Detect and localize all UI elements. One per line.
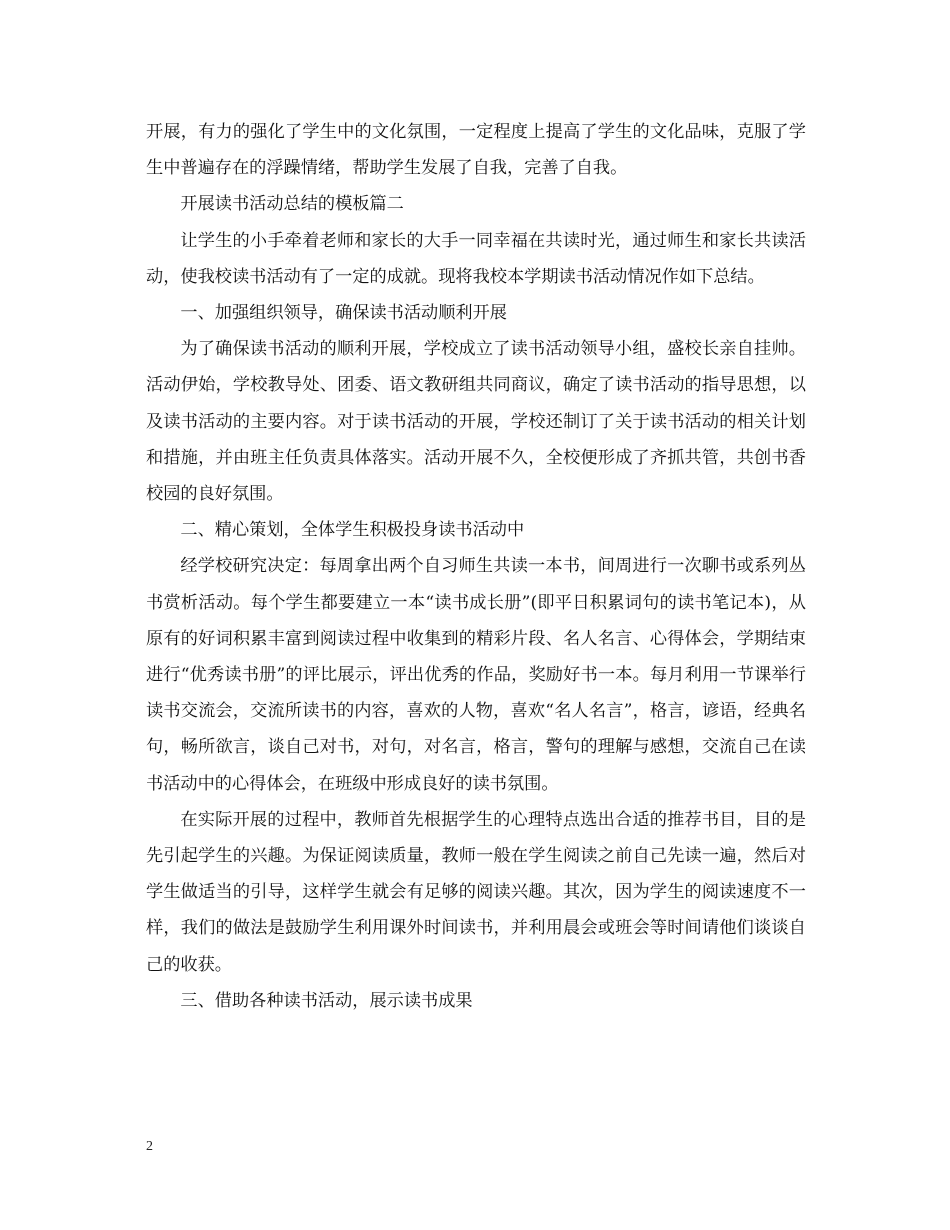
page-number: 2 <box>146 1139 153 1154</box>
paragraph-practice: 在实际开展的过程中，教师首先根据学生的心理特点选出合适的推荐书目，目的是先引起学生的兴趣。为保证阅读质量，教师一般在学生阅读之前自己先读一遍，然后对学生做适当的引导，这样学生就会有足够的阅读兴趣。其次，因为学生的阅读速度不一样，我们的做法是鼓励学生利用课外时间读书，并利用晨会或班会等时间请他们谈谈自己的收获。 <box>146 809 806 975</box>
document-body <box>146 114 806 1019</box>
paragraph-planning: 经学校研究决定：每周拿出两个自习师生共读一本书，间周进行一次聊书或系列丛书赏析活动。每个学生都要建立一本“读书成长册”(即平日积累词句的读书笔记本)，从原有的好词积累丰富到阅读过程中收集到的精彩片段、名人名言、心得体会，学期结束进行“优秀读书册”的评比展示，评出优秀的作品，奖励好书一本。每月利用一节课举行读书交流会，交流所读书的内容，喜欢的人物，喜欢“名人名言”，格言，谚语，经典名句，畅所欲言，谈自己对书，对句，对名言，格言，警句的理解与感想，交流自己在读书活动中的心得体会，在班级中形成良好的读书氛围。 <box>146 556 806 794</box>
paragraph-continuation: 开展，有力的强化了学生中的文化氛围，一定程度上提高了学生的文化品味，克服了学生中普遍存在的浮躁情绪，帮助学生发展了自我，完善了自我。 <box>146 122 806 179</box>
heading-two: 二、精心策划，全体学生积极投身读书活动中 <box>180 520 525 541</box>
heading-three: 三、借助各种读书活动，展示读书成果 <box>180 990 473 1011</box>
section-title-part-two: 开展读书活动总结的模板篇二 <box>180 194 404 215</box>
heading-one: 一、加强组织领导，确保读书活动顺利开展 <box>180 303 507 324</box>
paragraph-intro: 让学生的小手牵着老师和家长的大手一同幸福在共读时光，通过师生和家长共读活动，使我校读书活动有了一定的成就。现将我校本学期读书活动情况作如下总结。 <box>146 230 806 287</box>
paragraph-organization: 为了确保读书活动的顺利开展，学校成立了读书活动领导小组，盛校长亲自挂帅。活动伊始，学校教导处、团委、语文教研组共同商议，确定了读书活动的指导思想，以及读书活动的主要内容。对于读书活动的开展，学校还制订了关于读书活动的相关计划和措施，并由班主任负责具体落实。活动开展不久，全校便形成了齐抓共管，共创书香校园的良好氛围。 <box>146 339 806 505</box>
